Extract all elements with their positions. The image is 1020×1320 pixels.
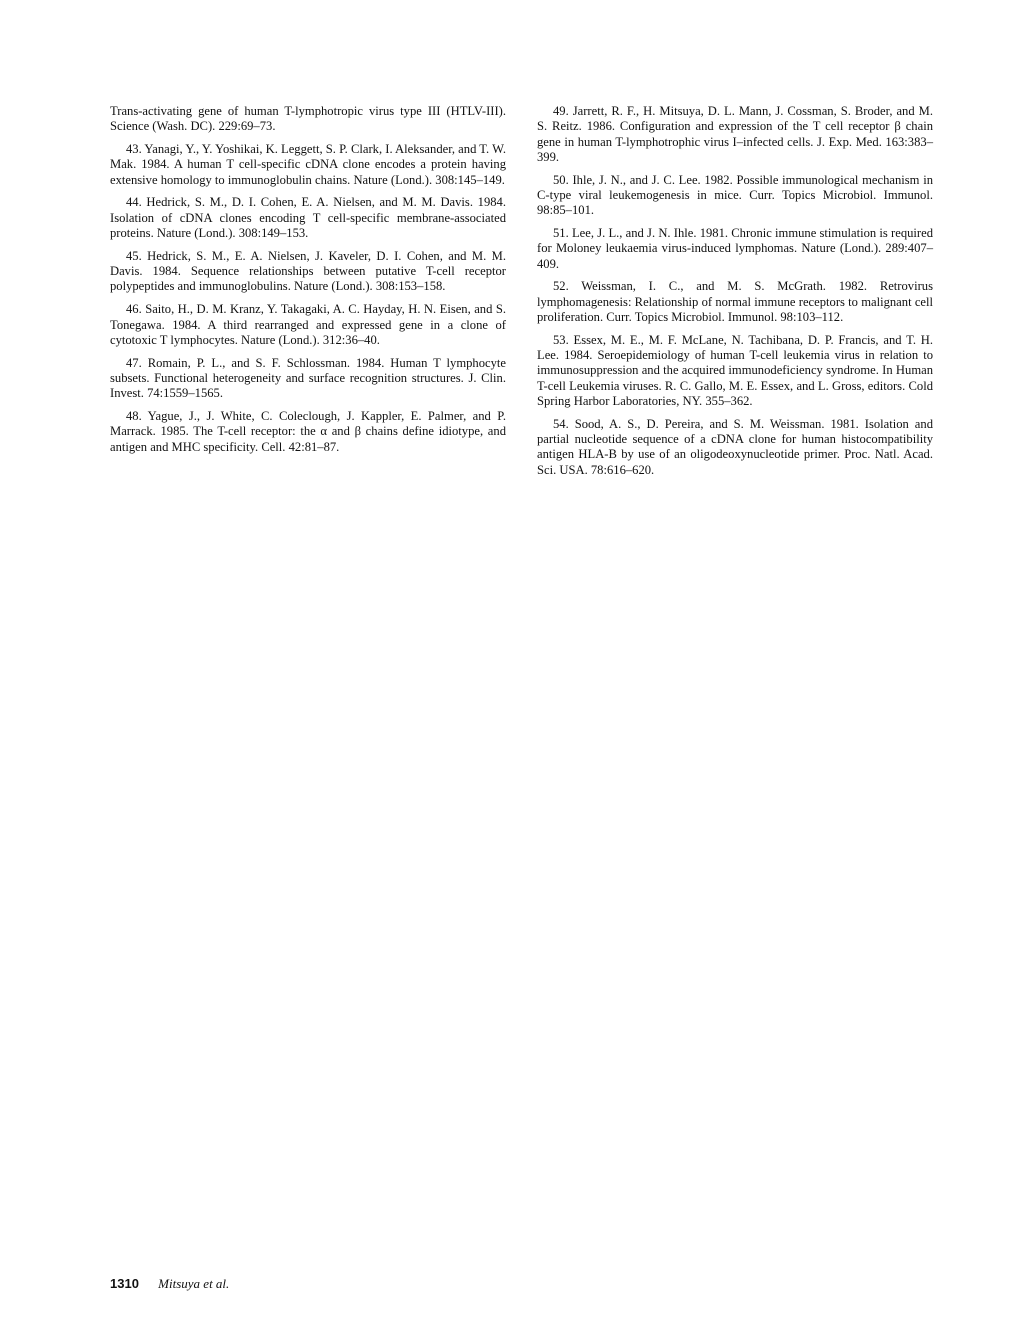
reference-51: 51. Lee, J. L., and J. N. Ihle. 1981. Chronic immune stimulation is required for Moloney leukaemia virus-induced lymphomas. Nature (Lond.). 289:407–409. (537, 226, 933, 271)
reference-42-continued: Trans-activating gene of human T-lymphotropic virus type III (HTLV-III). Science (Wash. DC). 229:69–73. (110, 104, 506, 134)
reference-53: 53. Essex, M. E., M. F. McLane, N. Tachibana, D. P. Francis, and T. H. Lee. 1984. Seroepidemiology of human T-cell leukemia virus in relation to immunosuppression and the acquired immunodeficiency syndrome. In Human T-cell Leukemia viruses. R. C. Gallo, M. E. Essex, and L. Gross, editors. Cold Spring Harbor Laboratories, NY. 355–362. (537, 332, 933, 409)
reference-54: 54. Sood, A. S., D. Pereira, and S. M. Weissman. 1981. Isolation and partial nucleotide sequence of a cDNA clone for human histocompatibility antigen HLA-B by use of an oligodeoxynucleotide primer. Proc. Natl. Acad. Sci. USA. 78:616–620. (537, 416, 933, 477)
reference-48: 48. Yague, J., J. White, C. Coleclough, J. Kappler, E. Palmer, and P. Marrack. 1985. The T-cell receptor: the α and β chains define idiotype, and antigen and MHC specificity. Cell. 42:81–87. (110, 409, 506, 454)
reference-43: 43. Yanagi, Y., Y. Yoshikai, K. Leggett, S. P. Clark, I. Aleksander, and T. W. Mak. 1984. A human T cell-specific cDNA clone encodes a protein having extensive homology to immunoglobulin chains. Nature (Lond.). 308:145–149. (110, 142, 506, 187)
reference-47: 47. Romain, P. L., and S. F. Schlossman. 1984. Human T lymphocyte subsets. Functional heterogeneity and surface recognition structures. J. Clin. Invest. 74:1559–1565. (110, 355, 506, 401)
reference-52: 52. Weissman, I. C., and M. S. McGrath. 1982. Retrovirus lymphomagenesis: Relationship of normal immune receptors to malignant cell proliferation. Curr. Topics Microbiol. Immunol. 98:103–112. (537, 279, 933, 325)
reference-44: 44. Hedrick, S. M., D. I. Cohen, E. A. Nielsen, and M. M. Davis. 1984. Isolation of cDNA clones encoding T cell-specific membrane-associated proteins. Nature (Lond.). 308:149–153. (110, 195, 506, 241)
reference-45: 45. Hedrick, S. M., E. A. Nielsen, J. Kaveler, D. I. Cohen, and M. M. Davis. 1984. Sequence relationships between putative T-cell receptor polypeptides and immunoglobulins. Nature (Lond.). 308:153–158. (110, 248, 506, 294)
reference-46: 46. Saito, H., D. M. Kranz, Y. Takagaki, A. C. Hayday, H. N. Eisen, and S. Tonegawa. 1984. A third rearranged and expressed gene in a clone of cytotoxic T lymphocytes. Nature (Lond.). 312:36–40. (110, 302, 506, 347)
page-number: 1310 (110, 1276, 139, 1291)
reference-49: 49. Jarrett, R. F., H. Mitsuya, D. L. Mann, J. Cossman, S. Broder, and M. S. Reitz. 1986. Configuration and expression of the T cell receptor β chain gene in human T-lymphotrophic virus I–infected cells. J. Exp. Med. 163:383–399. (537, 104, 933, 164)
right-column (537, 104, 933, 486)
running-head: Mitsuya et al. (158, 1276, 230, 1291)
left-column (110, 104, 506, 462)
reference-50: 50. Ihle, J. N., and J. C. Lee. 1982. Possible immunological mechanism in C-type viral leukemogenesis in mice. Curr. Topics Microbiol. Immunol. 98:85–101. (537, 172, 933, 218)
page-footer (110, 1276, 229, 1292)
